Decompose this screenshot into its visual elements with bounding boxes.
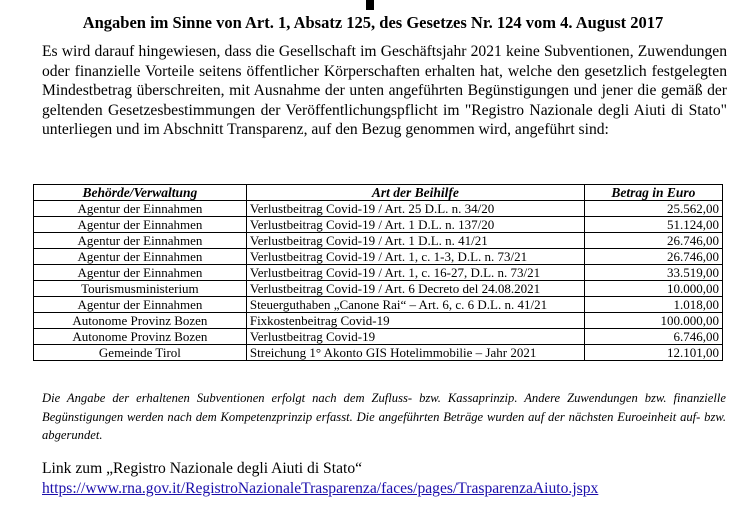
cell-amount: 100.000,00 [584,313,722,329]
header-amount: Betrag in Euro [584,185,722,201]
cell-authority: Gemeinde Tirol [34,345,247,361]
cell-authority: Autonome Provinz Bozen [34,313,247,329]
link-label: Link zum „Registro Nazionale degli Aiuti di Stato“ [42,460,363,477]
cell-aid-type: Verlustbeitrag Covid-19 [246,329,584,345]
cell-aid-type: Verlustbeitrag Covid-19 / Art. 1 D.L. n. 137/20 [246,217,584,233]
cell-aid-type: Fixkostenbeitrag Covid-19 [246,313,584,329]
rna-link[interactable]: https://www.rna.gov.it/RegistroNazionaleTrasparenza/faces/pages/TrasparenzaAiuto.jspx [42,480,599,497]
table-row [34,329,723,345]
cell-amount: 10.000,00 [584,281,722,297]
cell-aid-type: Verlustbeitrag Covid-19 / Art. 6 Decreto del 24.08.2021 [246,281,584,297]
cell-authority: Agentur der Einnahmen [34,265,247,281]
cell-amount: 6.746,00 [584,329,722,345]
cell-amount: 33.519,00 [584,265,722,281]
header-authority: Behörde/Verwaltung [34,185,247,201]
table-row [34,281,723,297]
cell-authority: Agentur der Einnahmen [34,217,247,233]
cell-authority: Agentur der Einnahmen [34,233,247,249]
table-row [34,265,723,281]
table-row [34,201,723,217]
cell-authority: Agentur der Einnahmen [34,297,247,313]
cell-amount: 12.101,00 [584,345,722,361]
aid-table [33,184,723,361]
cell-amount: 25.562,00 [584,201,722,217]
table-row [34,297,723,313]
table-row [34,345,723,361]
cell-amount: 1.018,00 [584,297,722,313]
cell-amount: 26.746,00 [584,249,722,265]
cell-aid-type: Streichung 1° Akonto GIS Hotelimmobilie – Jahr 2021 [246,345,584,361]
cell-amount: 26.746,00 [584,233,722,249]
cell-aid-type: Verlustbeitrag Covid-19 / Art. 1, c. 16-27, D.L. n. 73/21 [246,265,584,281]
cell-aid-type: Verlustbeitrag Covid-19 / Art. 25 D.L. n. 34/20 [246,201,584,217]
table-row [34,233,723,249]
table-row [34,217,723,233]
text-cursor-marker [366,0,374,10]
table-header-row [34,185,723,201]
cell-aid-type: Steuerguthaben „Canone Rai“ – Art. 6, c. 6 D.L. n. 41/21 [246,297,584,313]
header-aid-type: Art der Beihilfe [246,185,584,201]
cell-authority: Agentur der Einnahmen [34,201,247,217]
cell-authority: Agentur der Einnahmen [34,249,247,265]
cell-authority: Tourismusministerium [34,281,247,297]
table-row [34,313,723,329]
cell-aid-type: Verlustbeitrag Covid-19 / Art. 1 D.L. n. 41/21 [246,233,584,249]
cell-aid-type: Verlustbeitrag Covid-19 / Art. 1, c. 1-3, D.L. n. 73/21 [246,249,584,265]
intro-paragraph: Es wird darauf hingewiesen, dass die Gesellschaft im Geschäftsjahr 2021 keine Subventionen, Zuwendungen oder finanzielle Vorteile seitens öffentlicher Körperschaften erhalten hat, welche den gesetzlich festgelegten Mindestbetrag überschreiten, mit Ausnahme der unten angeführten Begünstigungen und jener die gemäß der geltenden Gesetzesbestimmungen der Veröffentlichungspflicht im "Registro Nazionale degli Aiuti di Stato" unterliegen und im Abschnitt Transparenz, auf den Bezug genommen wird, angeführt sind: [42,43,727,139]
rounding-note: Die Angabe der erhaltenen Subventionen erfolgt nach dem Zufluss- bzw. Kassaprinzip. Andere Zuwendungen bzw. finanzielle Begünstigungen werden nach dem Kompetenzprinzip erfasst. Die angeführten Beträge wurden auf der nächsten Euroeinheit auf- bzw. abgerundet. [42,391,726,442]
table-row [34,249,723,265]
cell-authority: Autonome Provinz Bozen [34,329,247,345]
cell-amount: 51.124,00 [584,217,722,233]
document-title: Angaben im Sinne von Art. 1, Absatz 125, des Gesetzes Nr. 124 vom 4. August 2017 [82,13,664,32]
